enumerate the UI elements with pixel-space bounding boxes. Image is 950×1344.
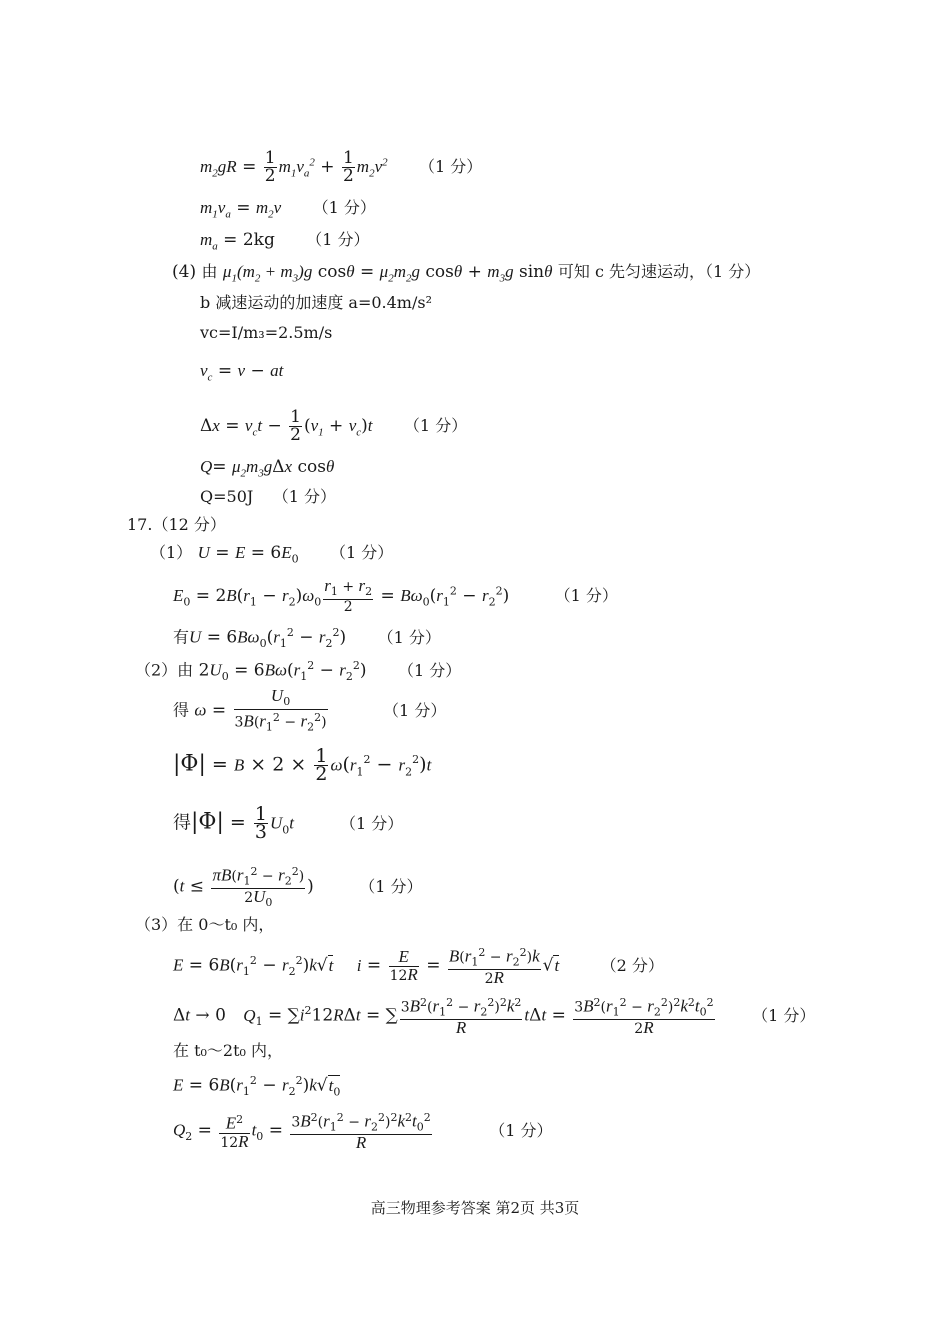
score: （1 分） <box>397 660 462 680</box>
q17-p2: （2）由 $2U_0 = 6B\omega(r_1^2 - r_2^2)$ （1 分） <box>135 659 462 684</box>
score: （1 分） <box>377 627 441 647</box>
eq-q2: $Q_2$ = $\frac{E^2}{12R}$ $t_0$ = $\frac{3B^2(r_1^2 - r_2^2)^2k^2t_0^2}{R}$ （1 分） <box>173 1111 553 1153</box>
score: （2 分） <box>600 955 664 975</box>
score: （1 分） <box>359 876 423 896</box>
eq-q1: Δt → 0 $Q_1 = \sum i^212R\Delta t$ = ∑ $\frac{3B^2(r_1^2 - r_2^2)^2k^2}{R}$ tΔt = $\frac{3B^2(r_1^2 - r_2^2)^2k^2t_0^2}{2R}$ （1 分） <box>173 996 816 1038</box>
part4-line1: (4) 由 $\mu_1(m_2 + m_3)g$ $\cos\theta = \mu_2m_2g$ $\cos\theta + m_3g$ sinθ 可知 c 先匀速运动，（1 分） <box>172 262 761 285</box>
eq-momentum: $m_1v_a = m_2v$ （1 分） <box>200 198 376 221</box>
q-result: Q=50J （1 分） <box>200 487 336 506</box>
score: （1 分） <box>272 487 336 506</box>
score: （1 分） <box>705 262 761 281</box>
eq-energy: $m_2gR$ = $\frac{1}{2}$ $m_1v_a^2$ + $\frac{1}{2}$ $m_2v^2$ （1 分） <box>200 148 483 186</box>
score: （1 分） <box>752 1005 816 1025</box>
q17-p1: （1） $U = E = 6E_0$ （1 分） <box>150 543 394 566</box>
eq-q: $Q= \mu_2m_3g\Delta x$ cosθ <box>200 457 335 480</box>
score: （1 分） <box>419 157 483 176</box>
q17-p3-mid: 在 t₀～2t₀ 内， <box>173 1041 284 1060</box>
q17-p3: （3）在 0～t₀ 内， <box>135 915 275 934</box>
score: （1 分） <box>383 700 447 720</box>
score: （1 分） <box>306 230 370 249</box>
eq-e0: $E_0 = 2B(r_1 - r_2)\omega_0$ $\frac{r_1 + r_2}{2}$ = $B\omega_0(r_1^2 - r_2^2)$ （1 分） <box>173 576 618 615</box>
score: （1 分） <box>330 543 394 562</box>
page-footer: 高三物理参考答案 第2页 共3页 <box>370 1199 580 1217</box>
part4-conclusion: 可知 c 先匀速运动， <box>557 262 705 281</box>
eq-e2: $E = 6B(r_1^2 - r_2^2)k√t_0$ <box>173 1074 341 1099</box>
eq-mass: $m_a = 2kg$ （1 分） <box>200 230 370 253</box>
part4-vc: vc=I/m₃=2.5m/s <box>200 323 333 342</box>
part-label: (4) <box>172 262 197 282</box>
score: （1 分） <box>312 198 376 217</box>
eq-e-i: $E = 6B(r_1^2 - r_2^2)k√t$ i = $\frac{E}{12R}$ = $\frac{B(r_1^2 - r_2^2)k}{2R}$ √t （2 分） <box>173 946 664 988</box>
eq-vc: $v_c = v$ − at <box>200 361 284 384</box>
eq-u: 有$U = 6B\omega_0(r_1^2 - r_2^2)$ （1 分） <box>173 626 441 651</box>
part4-accel: b 减速运动的加速度 a=0.4m/s² <box>200 293 432 312</box>
q17-header: 17.（12 分） <box>127 515 226 534</box>
eq-phi: |Φ| = B × 2 × $\frac{1}{2}$ $\omega(r_1^2 - r_2^2)t$ <box>173 745 432 785</box>
score: （1 分） <box>489 1120 553 1140</box>
score: （1 分） <box>340 813 404 833</box>
eq-phi-result: 得|Φ| = $\frac{1}{3}$ $U_0t$ （1 分） <box>173 803 404 843</box>
eq-omega: 得 ω = $\frac{U_0}{3B(r_1^2 - r_2^2)}$ （1 分） <box>173 686 447 734</box>
eq-t-limit: (t ≤ $\frac{\pi B(r_1^2 - r_2^2)}{2U_0}$ ) （1 分） <box>173 865 423 910</box>
score: （1 分） <box>554 585 618 605</box>
eq-dx: $\Delta x = v_ct$ − $\frac{1}{2}$ $(v_1 + v_c)t$ （1 分） <box>200 407 468 445</box>
score: （1 分） <box>403 416 468 435</box>
